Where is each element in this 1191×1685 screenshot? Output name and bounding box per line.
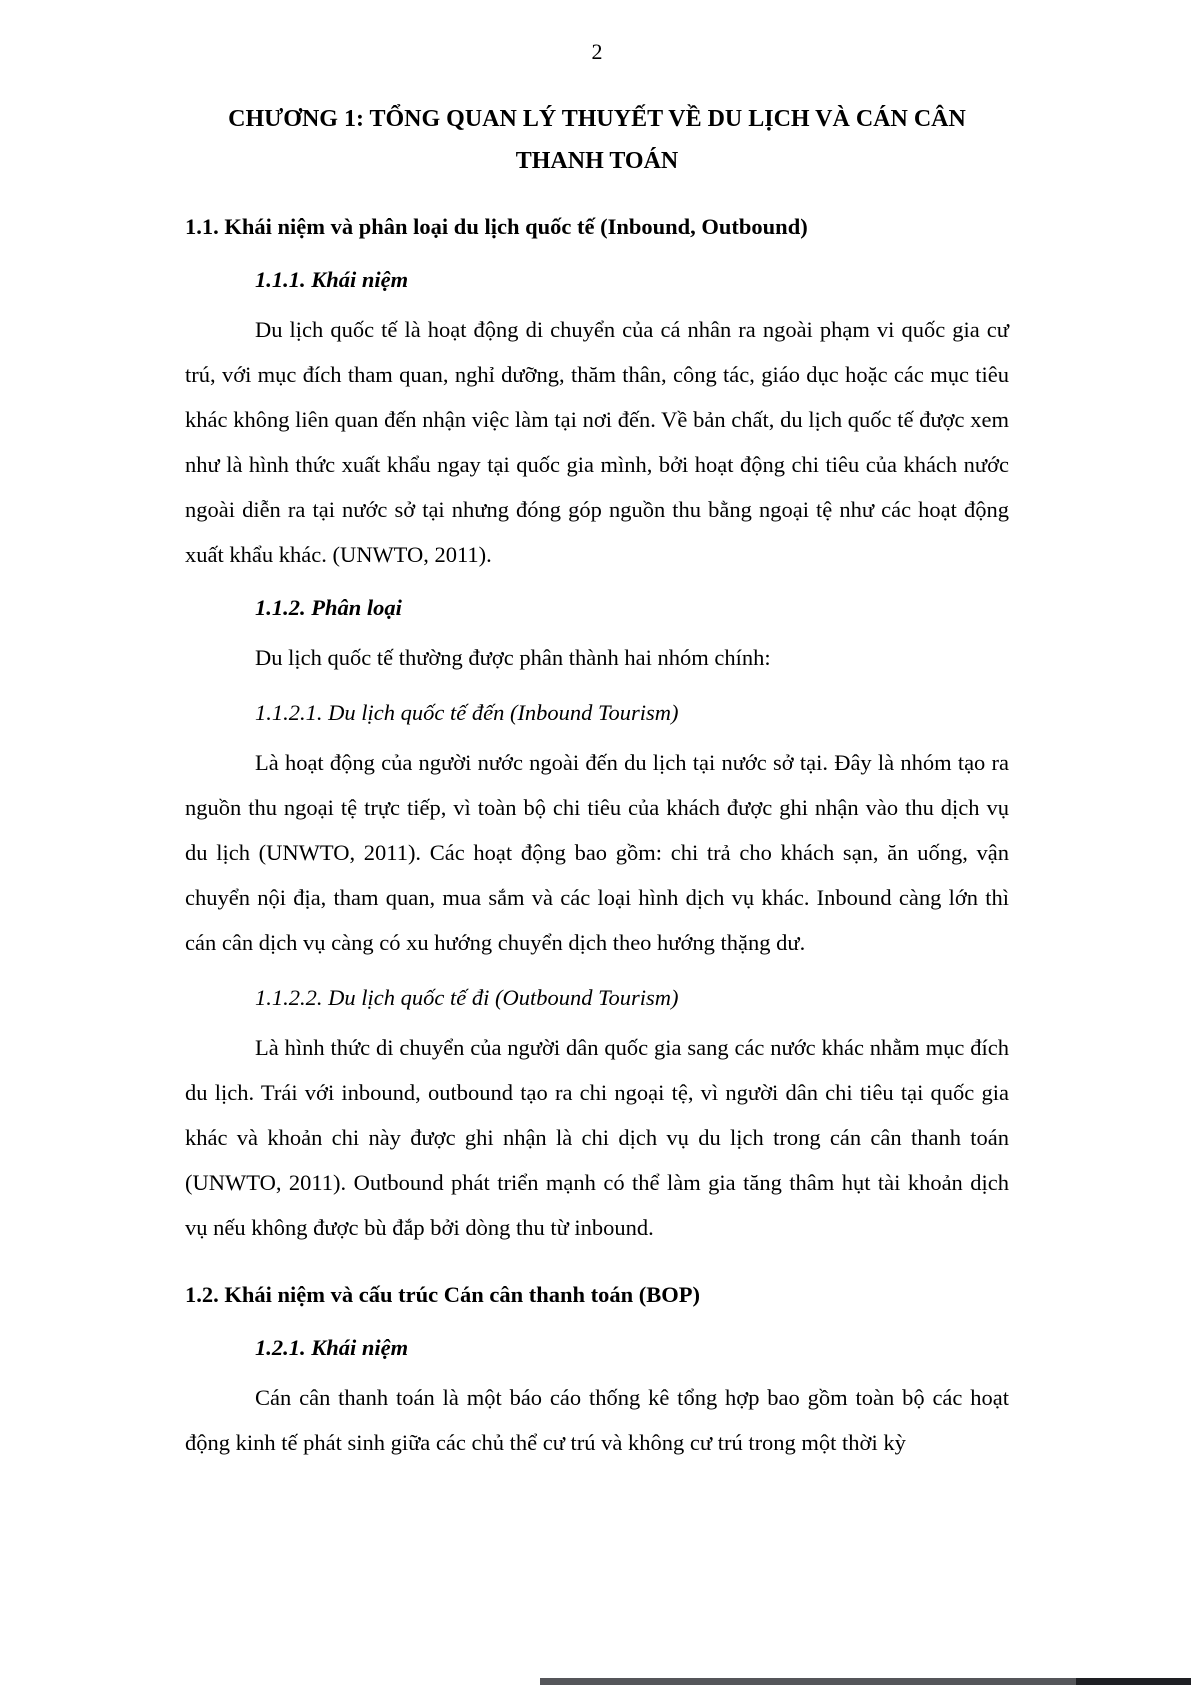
paragraph-bop-definition: Cán cân thanh toán là một báo cáo thống kê tổng hợp bao gồm toàn bộ các hoạt động kinh tế phát sinh giữa các chủ thể cư trú và không cư trú trong một thời kỳ bbox=[185, 1385, 1009, 1455]
sub-sub-heading-1-1-2-1: 1.1.2.1. Du lịch quốc tế đến (Inbound Tourism) bbox=[255, 700, 679, 725]
sub-heading-1-2-1: 1.2.1. Khái niệm bbox=[255, 1335, 409, 1360]
chapter-title-line-2: THANH TOÁN bbox=[515, 148, 679, 174]
chapter-title bbox=[185, 98, 1009, 182]
section-heading-1-2: 1.2. Khái niệm và cấu trúc Cán cân thanh toán (BOP) bbox=[185, 1282, 701, 1307]
page-number: 2 bbox=[591, 39, 603, 64]
paragraph-classification-intro: Du lịch quốc tế thường được phân thành hai nhóm chính: bbox=[255, 645, 771, 670]
paragraph-definition-international-tourism: Du lịch quốc tế là hoạt động di chuyển của cá nhân ra ngoài phạm vi quốc gia cư trú, với mục đích tham quan, nghỉ dưỡng, thăm thân, công tác, giáo dục hoặc các mục tiêu khác không liên quan đến nhận việc làm tại nơi đến. Về bản chất, du lịch quốc tế được xem như là hình thức xuất khẩu ngay tại quốc gia mình, bởi hoạt động chi tiêu của khách nước ngoài diễn ra tại nước sở tại nhưng đóng góp nguồn thu bằng ngoại tệ như các hoạt động xuất khẩu khác. (UNWTO, 2011). bbox=[185, 317, 1009, 567]
paragraph-outbound-tourism: Là hình thức di chuyển của người dân quốc gia sang các nước khác nhằm mục đích du lịch. Trái với inbound, outbound tạo ra chi ngoại tệ, vì người dân chi tiêu tại quốc gia khác và khoản chi này được ghi nhận là chi dịch vụ du lịch trong cán cân thanh toán (UNWTO, 2011). Outbound phát triển mạnh có thể làm gia tăng thâm hụt tài khoản dịch vụ nếu không được bù đắp bởi dòng thu từ inbound. bbox=[185, 1035, 1009, 1240]
taskbar-edge-dark-segment bbox=[1076, 1678, 1191, 1685]
paragraph-inbound-tourism: Là hoạt động của người nước ngoài đến du lịch tại nước sở tại. Đây là nhóm tạo ra nguồn thu ngoại tệ trực tiếp, vì toàn bộ chi tiêu của khách được ghi nhận vào thu dịch vụ du lịch (UNWTO, 2011). Các hoạt động bao gồm: chi trả cho khách sạn, ăn uống, vận chuyển nội địa, tham quan, mua sắm và các loại hình dịch vụ khác. Inbound càng lớn thì cán cân dịch vụ càng có xu hướng chuyển dịch theo hướng thặng dư. bbox=[185, 750, 1009, 955]
section-heading-1-1: 1.1. Khái niệm và phân loại du lịch quốc tế (Inbound, Outbound) bbox=[185, 214, 808, 239]
chapter-title-line-1: CHƯƠNG 1: TỔNG QUAN LÝ THUYẾT VỀ DU LỊCH VÀ CÁN CÂN bbox=[228, 106, 966, 132]
sub-heading-1-1-1: 1.1.1. Khái niệm bbox=[255, 267, 409, 292]
taskbar-edge bbox=[540, 1678, 1191, 1685]
sub-sub-heading-1-1-2-2: 1.1.2.2. Du lịch quốc tế đi (Outbound Tourism) bbox=[255, 985, 679, 1010]
sub-heading-1-1-2: 1.1.2. Phân loại bbox=[255, 595, 402, 620]
